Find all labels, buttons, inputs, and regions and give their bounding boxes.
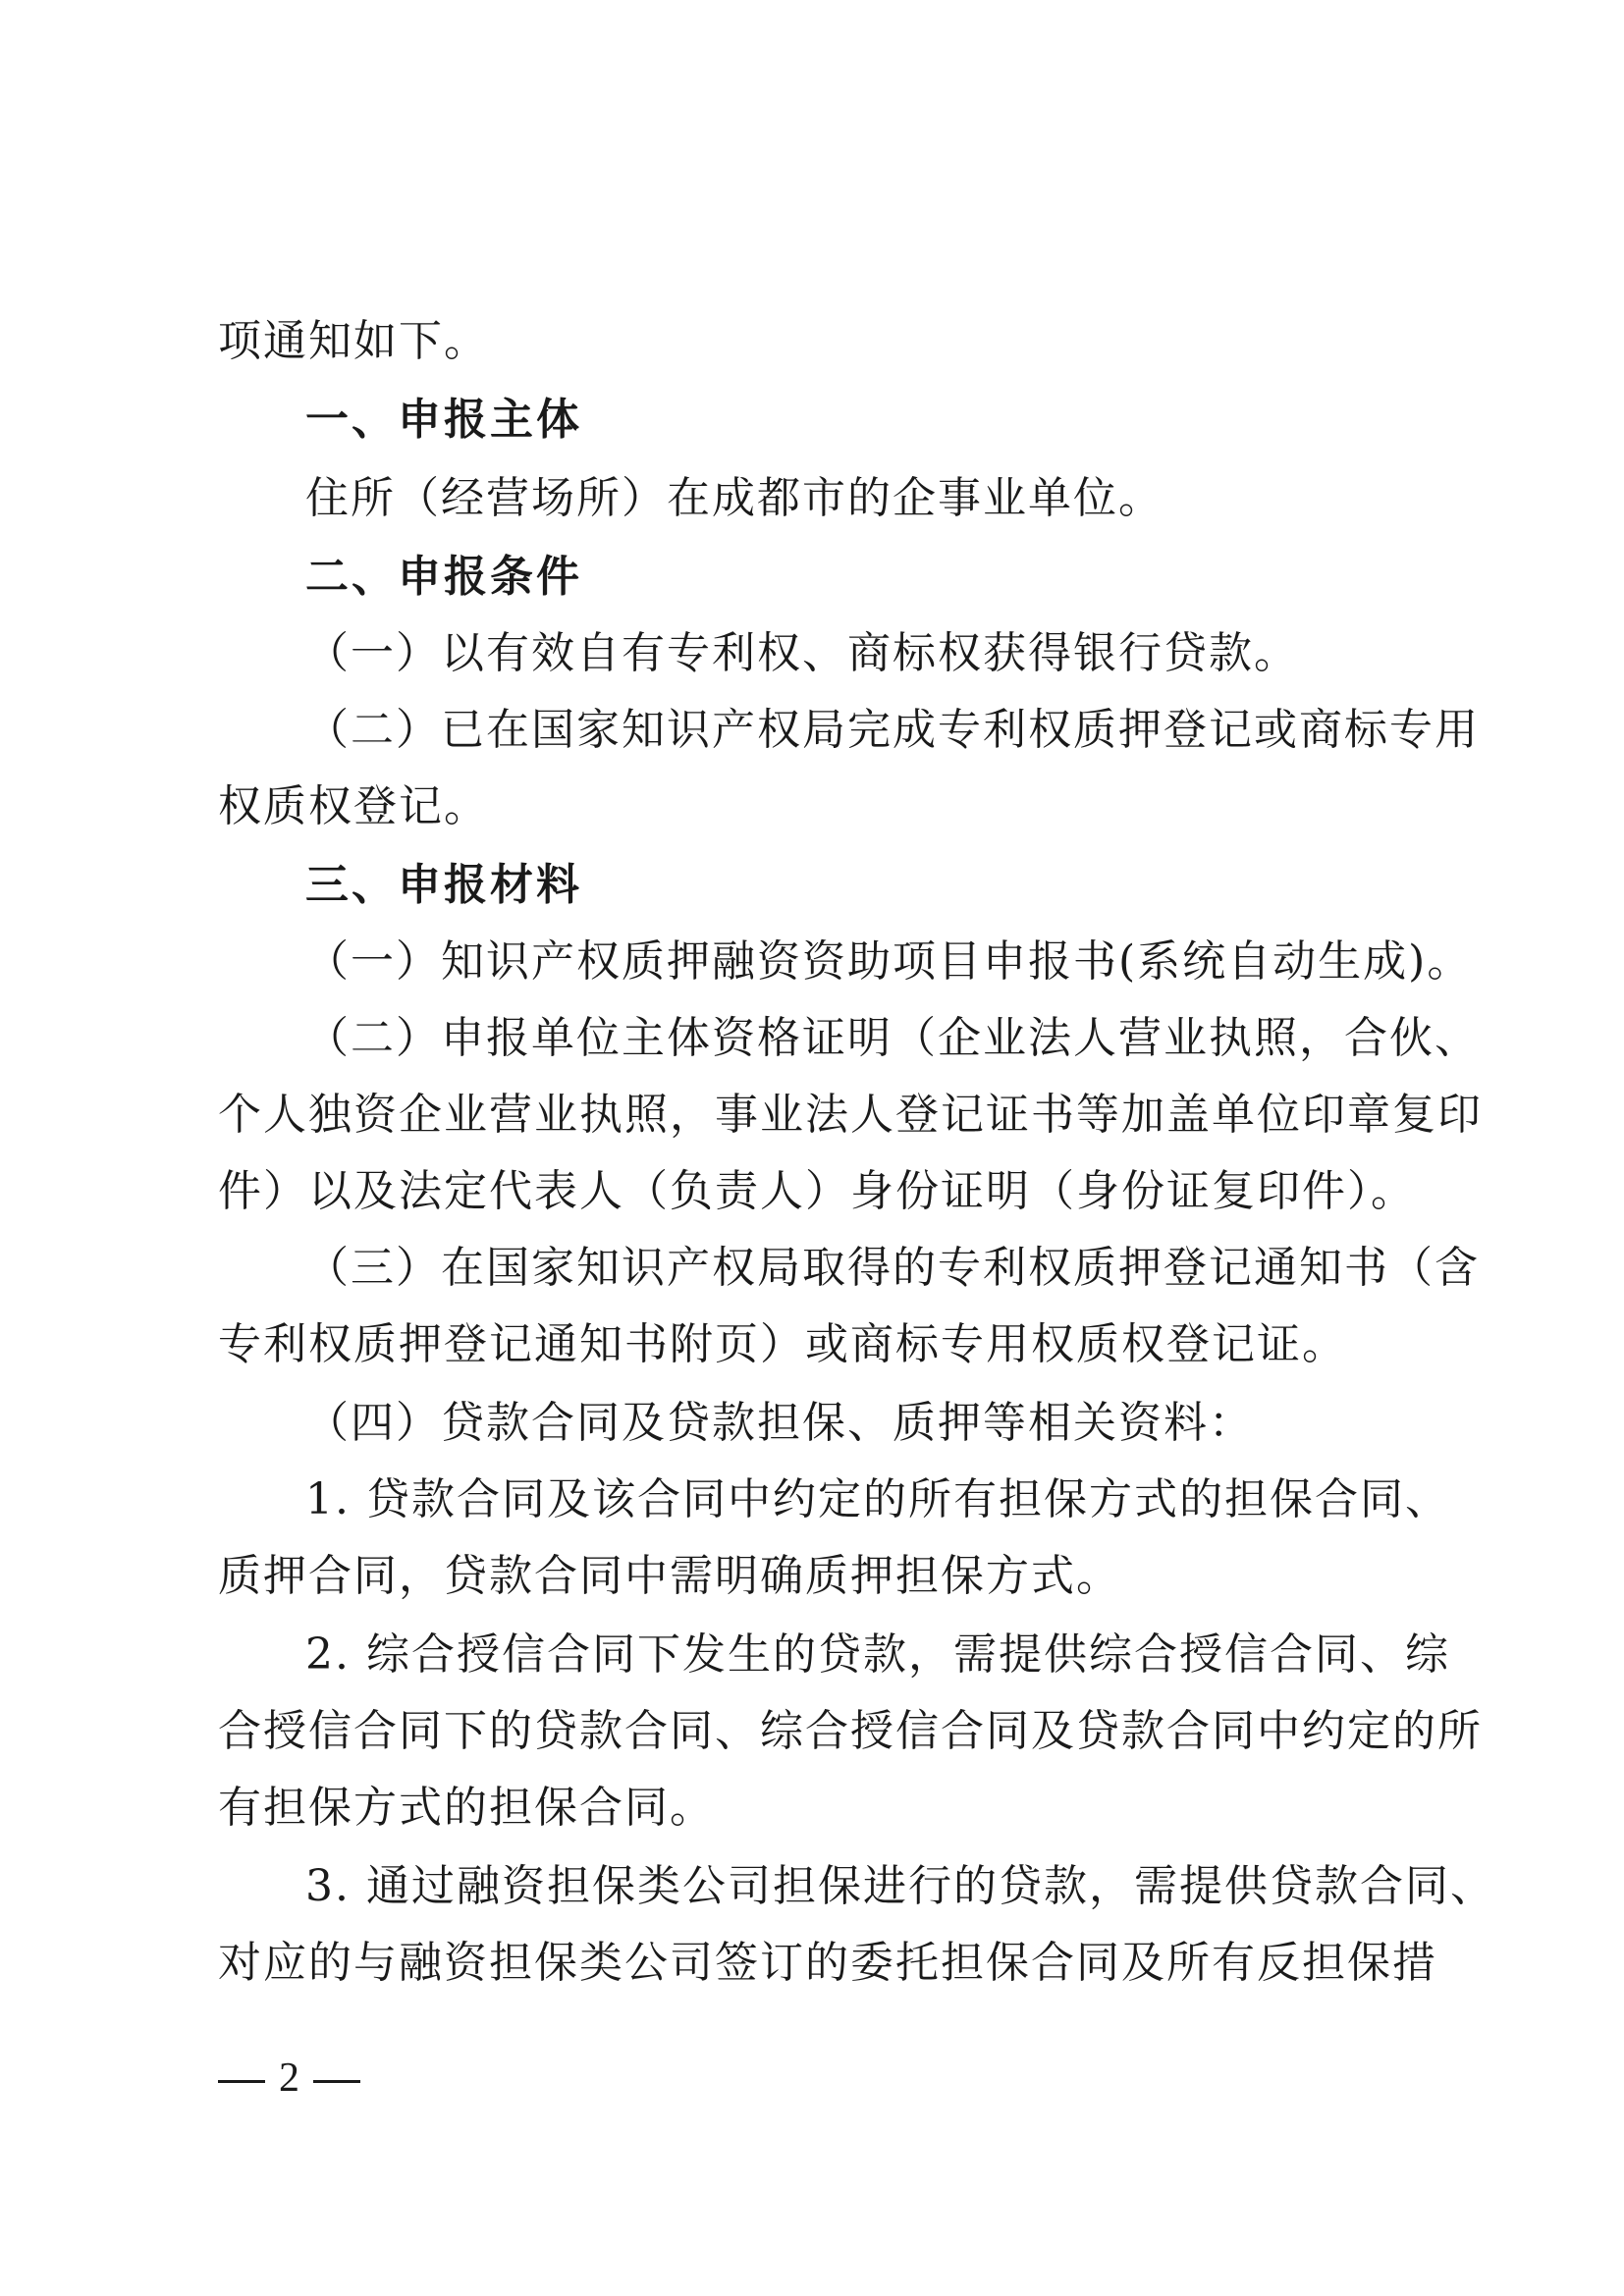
body-text-line: （一）以有效自有专利权、商标权获得银行贷款。 [305,628,1299,678]
body-text-line: 合授信合同下的贷款合同、综合授信合同及贷款合同中约定的所 [218,1706,1483,1756]
body-text-line: 住所（经营场所）在成都市的企事业单位。 [305,473,1164,523]
section-heading-3: 三、申报材料 [305,860,582,910]
body-text-line: 有担保方式的担保合同。 [218,1783,715,1833]
body-text-line: （二）已在国家知识产权局完成专利权质押登记或商标专用 [305,705,1480,755]
body-text-line: （二）申报单位主体资格证明（企业法人营业执照，合伙、 [305,1013,1480,1063]
body-text-line: （四）贷款合同及贷款担保、质押等相关资料： [305,1398,1254,1448]
body-text-line: 件）以及法定代表人（负责人）身份证明（身份证复印件）。 [218,1166,1416,1216]
numbered-item-line: 1. 贷款合同及该合同中约定的所有担保方式的担保合同、 [305,1474,1450,1524]
section-heading-2: 二、申报条件 [305,552,582,602]
body-text-line: 专利权质押登记通知书附页）或商标专用权质权登记证。 [218,1319,1347,1369]
dash-right-icon [313,2080,360,2083]
numbered-item-line: 3. 通过融资担保类公司担保进行的贷款，需提供贷款合同、 [305,1861,1495,1911]
body-text-line: 项通知如下。 [218,316,489,366]
section-heading-1: 一、申报主体 [305,395,582,445]
body-text-line: 质押合同，贷款合同中需明确质押担保方式。 [218,1551,1121,1601]
body-text-line: （三）在国家知识产权局取得的专利权质押登记通知书（含 [305,1243,1480,1293]
page-number [218,2051,374,2106]
numbered-item-line: 2. 综合授信合同下发生的贷款，需提供综合授信合同、综 [305,1629,1450,1680]
body-text-line: 对应的与融资担保类公司签订的委托担保合同及所有反担保措 [218,1938,1437,1988]
page-number-value: 2 [279,2056,299,2101]
body-text-line: 权质权登记。 [218,781,489,831]
dash-left-icon [218,2080,265,2083]
body-text-line: 个人独资企业营业执照，事业法人登记证书等加盖单位印章复印 [218,1090,1483,1140]
body-text-line: （一）知识产权质押融资资助项目申报书(系统自动生成)。 [305,936,1473,987]
